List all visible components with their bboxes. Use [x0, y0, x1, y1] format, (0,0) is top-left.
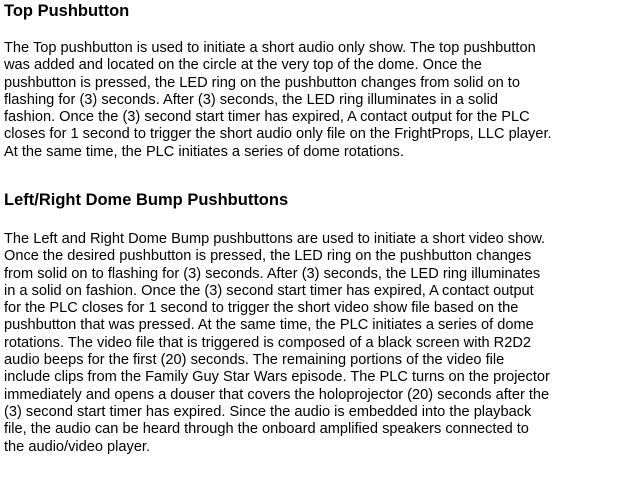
text-line: pushbutton that was pressed. At the same time, the PLC initiates a series of dome — [4, 317, 534, 334]
text-line: closes for 1 second to trigger the short audio only file on the FrightProps, LLC player. — [4, 126, 552, 143]
text-line: fashion. Once the (3) second start timer has expired, A contact output for the PLC — [4, 109, 530, 126]
text-line: for the PLC closes for 1 second to trigger the short video show file based on the — [4, 300, 519, 317]
text-line: include clips from the Family Guy Star Wars episode. The PLC turns on the projector — [4, 369, 550, 386]
text-line: from solid on to flashing for (3) seconds. After (3) seconds, the LED ring illuminates — [4, 265, 541, 282]
text-line: the audio/video player. — [4, 438, 151, 455]
text-line: At the same time, the PLC initiates a series of dome rotations. — [4, 143, 404, 160]
paragraph-dome-bump-pushbuttons — [4, 231, 550, 456]
text-line: file, the audio can be heard through the onboard amplified speakers connected to — [4, 421, 529, 438]
text-line: immediately and opens a douser that covers the holoprojector (20) seconds after the — [4, 386, 550, 403]
paragraph-top-pushbutton — [4, 40, 552, 161]
text-line: rotations. The video file that is triggered is composed of a black screen with R2D2 — [4, 334, 531, 351]
text-line: (3) second start timer has expired. Since the audio is embedded into the playback — [4, 403, 532, 420]
text-line: The Left and Right Dome Bump pushbuttons are used to initiate a short video show. — [4, 231, 546, 247]
heading-dome-bump-pushbuttons: Left/Right Dome Bump Pushbuttons — [4, 191, 289, 209]
text-line: Once the desired pushbutton is pressed, the LED ring on the pushbutton changes — [4, 248, 532, 265]
text-line: in a solid on fashion. Once the (3) second start timer has expired, A contact output — [4, 282, 534, 299]
text-line: pushbutton is pressed, the LED ring on the pushbutton changes from solid on to — [4, 74, 520, 91]
heading-top-pushbutton: Top Pushbutton — [4, 2, 130, 20]
text-line: The Top pushbutton is used to initiate a short audio only show. The top pushbutton — [4, 40, 536, 56]
text-line: was added and located on the circle at the very top of the dome. Once the — [4, 57, 482, 74]
text-line: audio beeps for the first (20) seconds. The remaining portions of the video file — [4, 352, 505, 369]
text-line: flashing for (3) seconds. After (3) seconds, the LED ring illuminates in a solid — [4, 91, 498, 108]
